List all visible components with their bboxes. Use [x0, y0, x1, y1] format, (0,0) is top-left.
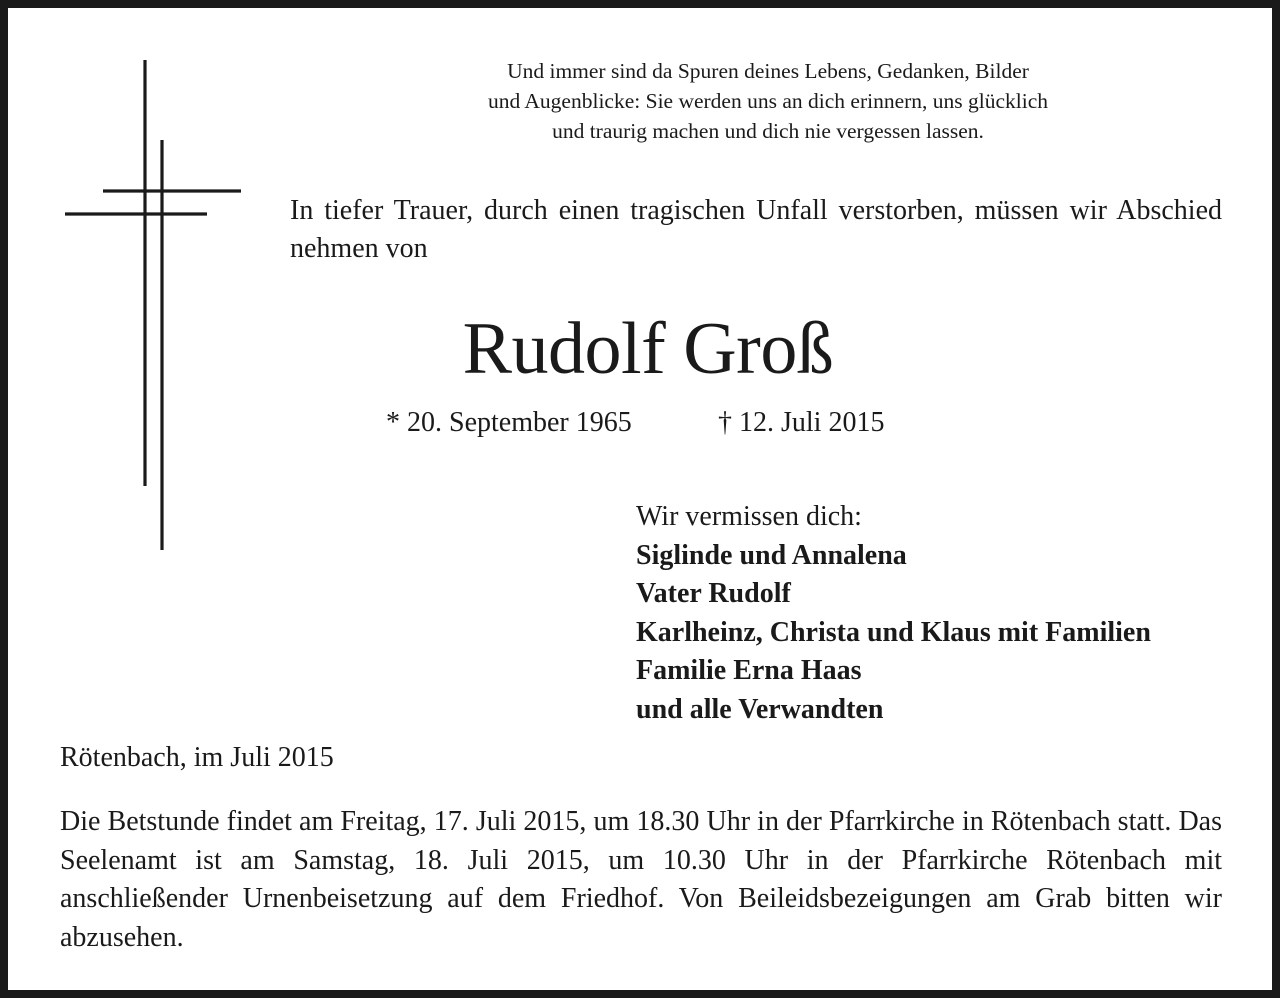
quote-line: Und immer sind da Spuren deines Lebens, Gedanken, Bilder — [507, 59, 1029, 83]
double-cross-icon — [8, 8, 268, 568]
deceased-name: Rudolf Groß — [462, 308, 834, 390]
mourner-name: und alle Verwandten — [636, 693, 884, 725]
mourner-name: Karlheinz, Christa und Klaus mit Familien — [636, 616, 1151, 648]
mourner-name: Vater Rudolf — [636, 578, 791, 609]
mourner-name: Siglinde und Annalena — [636, 539, 907, 571]
intro-text: In tiefer Trauer, durch einen tragischen Unfall verstorben, müssen wir Abschied nehmen von — [290, 195, 1222, 264]
death-date: † 12. Juli 2015 — [718, 407, 885, 438]
service-info: Die Betstunde findet am Freitag, 17. Juli 2015, um 18.30 Uhr in der Pfarrkirche in Rötenbach statt. Das Seelenamt ist am Samstag, 18. Juli 2015, um 10.30 Uhr in der Pfarrkirche Rötenbach mit anschließender Urnenbeisetzung auf dem Friedhof. Von Beileidsbezeigungen am Grab bitten wir abzusehen. — [60, 806, 1222, 953]
memorial-quote — [408, 56, 1128, 146]
mourners-block — [636, 498, 1151, 729]
place-date: Rötenbach, im Juli 2015 — [60, 742, 334, 773]
quote-line: und traurig machen und dich nie vergessen lassen. — [552, 119, 984, 143]
quote-line: und Augenblicke: Sie werden uns an dich erinnern, uns glücklich — [487, 89, 1049, 113]
mourner-name: Familie Erna Haas — [636, 655, 862, 686]
birth-date: * 20. September 1965 — [386, 407, 632, 438]
mourners-intro: Wir vermissen dich: — [636, 501, 862, 532]
